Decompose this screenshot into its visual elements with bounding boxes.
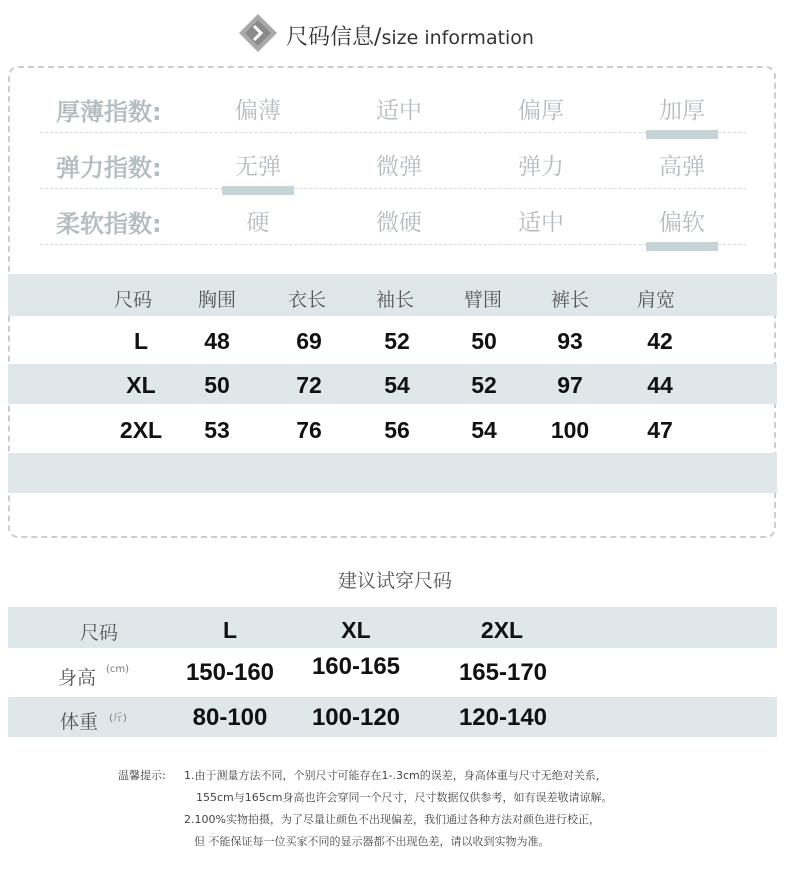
table-cell: 47 [647, 417, 673, 443]
table-cell: 97 [557, 372, 583, 398]
table-cell: 100 [550, 417, 590, 443]
title-sep: / [374, 25, 382, 50]
rec-size: 2XL [480, 617, 524, 643]
table-cell: 76 [296, 417, 322, 443]
note-line: 2.100%实物拍摄，为了尽量让颜色不出现偏差，我们通过各种方法对颜色进行校正， [184, 813, 600, 826]
table-header-cell: 胸围 [197, 289, 236, 311]
table-cell: 56 [384, 417, 410, 443]
index-option: 弹力 [518, 154, 564, 180]
table-cell: 50 [204, 372, 230, 398]
table-cell: 52 [471, 372, 497, 398]
table-cell: 54 [384, 372, 410, 398]
rec-height: 160-165 [311, 653, 401, 680]
table-cell: 72 [296, 372, 322, 398]
index-option-selected: 加厚 [632, 92, 732, 125]
table-cell: 50 [471, 328, 497, 354]
table-cell: 54 [471, 417, 497, 443]
table-cell: XL [126, 372, 156, 398]
note-line: 155cm与165cm身高也许会穿同一个尺寸，尺寸数据仅供参考，如有误差敬请谅解。 [196, 791, 613, 804]
title-cn: 尺码信息 [286, 25, 375, 50]
index-option-selected: 无弹 [208, 148, 308, 181]
index-option: 微弹 [376, 154, 422, 180]
table-cell: 42 [647, 328, 673, 354]
table-cell: 2XL [119, 417, 163, 443]
table-cell: 93 [557, 328, 583, 354]
table-header-cell: 臂围 [463, 289, 502, 311]
chevron-right-diamond-icon [238, 13, 278, 53]
rec-weight: 100-120 [311, 704, 401, 731]
recommendation-title: 建议试穿尺码 [337, 570, 452, 592]
rec-weight-unit: (斤) [109, 713, 127, 724]
rec-height-label: 身高 [58, 667, 97, 689]
rec-height: 165-170 [458, 659, 548, 686]
table-header-cell: 尺码 [113, 289, 152, 311]
rec-size-label: 尺码 [80, 622, 119, 644]
rec-size: L [222, 617, 238, 643]
note-line: 但 不能保证每一位买家不同的显示器都不出现色差，请以收到实物为准。 [194, 835, 550, 848]
index-label: 柔软指数: [56, 210, 162, 238]
index-option: 微硬 [376, 210, 422, 236]
index-label: 厚薄指数: [56, 98, 162, 126]
notes-prefix: 温馨提示: [118, 769, 166, 782]
table-header-cell: 裤长 [550, 289, 589, 311]
table-cell: L [133, 328, 149, 354]
page-header [0, 10, 790, 56]
index-option-selected: 偏软 [632, 204, 732, 237]
rec-weight: 120-140 [458, 704, 548, 731]
index-option: 适中 [376, 98, 422, 124]
note-line: 1.由于测量方法不同，个别尺寸可能存在1-.3cm的误差，身高体重与尺寸无绝对关系， [184, 769, 607, 782]
rec-weight: 80-100 [192, 704, 268, 731]
table-header-cell: 袖长 [375, 289, 414, 311]
table-cell: 52 [384, 328, 410, 354]
size-table-empty-band [8, 453, 777, 493]
index-option: 偏薄 [235, 98, 281, 124]
rec-height: 150-160 [185, 659, 275, 686]
index-option: 适中 [518, 210, 564, 236]
rec-weight-label: 体重 [60, 711, 99, 733]
table-header-cell: 衣长 [287, 289, 326, 311]
table-cell: 44 [647, 372, 673, 398]
index-option: 硬 [246, 210, 270, 236]
rec-size: XL [341, 617, 371, 643]
index-option: 偏厚 [518, 98, 564, 124]
table-cell: 53 [204, 417, 230, 443]
index-option: 高弹 [659, 154, 705, 180]
rec-height-unit: (cm) [106, 664, 130, 675]
table-cell: 69 [296, 328, 322, 354]
elasticity-index-row [40, 136, 746, 189]
softness-index-row [40, 192, 746, 245]
title-en: size information [381, 27, 534, 49]
page-title [286, 20, 534, 51]
thickness-index-row [40, 80, 746, 133]
table-header-cell: 肩宽 [636, 289, 675, 311]
index-label: 弹力指数: [56, 154, 162, 182]
table-cell: 48 [204, 328, 230, 354]
